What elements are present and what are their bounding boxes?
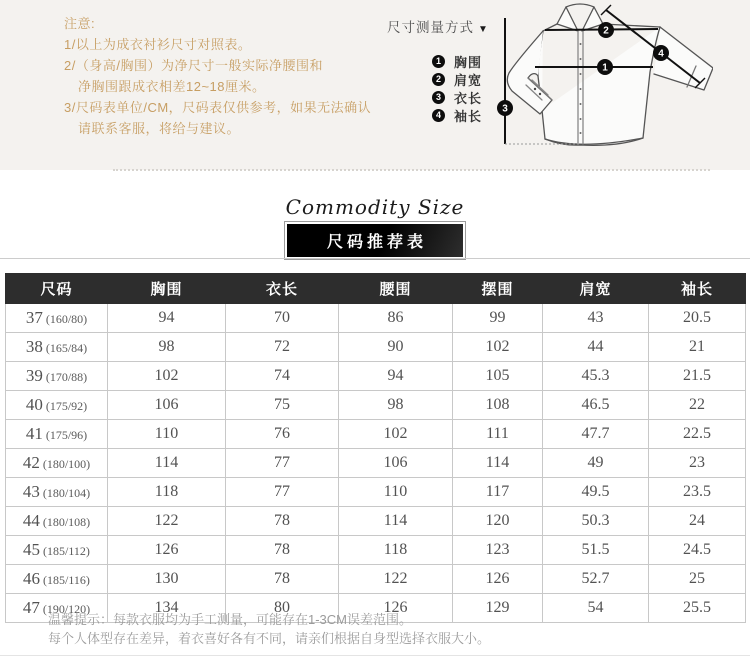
size-cell: 42 (180/100) bbox=[6, 449, 108, 478]
table-row bbox=[6, 391, 746, 420]
size-chart-badge bbox=[284, 221, 466, 260]
value-cell: 108 bbox=[453, 391, 543, 420]
value-cell: 54 bbox=[543, 594, 649, 623]
value-cell: 51.5 bbox=[543, 536, 649, 565]
value-cell: 47.7 bbox=[543, 420, 649, 449]
value-cell: 110 bbox=[339, 478, 453, 507]
value-cell: 20.5 bbox=[649, 304, 746, 333]
column-header: 肩宽 bbox=[543, 274, 649, 304]
value-cell: 23.5 bbox=[649, 478, 746, 507]
value-cell: 98 bbox=[339, 391, 453, 420]
value-cell: 75 bbox=[226, 391, 339, 420]
size-cell: 41 (175/96) bbox=[6, 420, 108, 449]
size-chart-badge-label: 尺码推荐表 bbox=[287, 224, 463, 257]
column-header: 衣长 bbox=[226, 274, 339, 304]
value-cell: 102 bbox=[453, 333, 543, 362]
size-cell: 43 (180/104) bbox=[6, 478, 108, 507]
size-table bbox=[5, 273, 746, 623]
marker-1: 1 bbox=[602, 62, 608, 74]
value-cell: 98 bbox=[108, 333, 226, 362]
value-cell: 117 bbox=[453, 478, 543, 507]
table-row bbox=[6, 507, 746, 536]
value-cell: 77 bbox=[226, 449, 339, 478]
legend-item bbox=[432, 70, 482, 88]
value-cell: 78 bbox=[226, 507, 339, 536]
value-cell: 24 bbox=[649, 507, 746, 536]
size-cell: 44 (180/108) bbox=[6, 507, 108, 536]
value-cell: 122 bbox=[339, 565, 453, 594]
table-header-row bbox=[6, 274, 746, 304]
footer-note-line: 温馨提示：每款衣服均为手工测量，可能存在1-3CM误差范围。 bbox=[48, 612, 413, 627]
value-cell: 49 bbox=[543, 449, 649, 478]
marker-4: 4 bbox=[658, 48, 664, 60]
table-row bbox=[6, 565, 746, 594]
value-cell: 134 bbox=[108, 594, 226, 623]
value-cell: 77 bbox=[226, 478, 339, 507]
shirt-diagram-svg bbox=[488, 0, 713, 152]
column-header: 胸围 bbox=[108, 274, 226, 304]
value-cell: 72 bbox=[226, 333, 339, 362]
value-cell: 74 bbox=[226, 362, 339, 391]
value-cell: 21 bbox=[649, 333, 746, 362]
value-cell: 45.3 bbox=[543, 362, 649, 391]
value-cell: 80 bbox=[226, 594, 339, 623]
value-cell: 111 bbox=[453, 420, 543, 449]
value-cell: 24.5 bbox=[649, 536, 746, 565]
legend-label: 胸围 bbox=[454, 54, 483, 70]
column-header: 袖长 bbox=[649, 274, 746, 304]
notice-line: 2/（身高/胸围）为净尺寸一般实际净腰围和 bbox=[64, 58, 323, 73]
value-cell: 114 bbox=[453, 449, 543, 478]
footer-note-line: 每个人体型存在差异，着衣喜好各有不同，请亲们根据自身型选择衣服大小。 bbox=[48, 631, 491, 646]
column-header: 摆围 bbox=[453, 274, 543, 304]
value-cell: 126 bbox=[453, 565, 543, 594]
legend-number-icon: 1 bbox=[432, 55, 445, 68]
footer-notes bbox=[48, 610, 490, 648]
legend-item bbox=[432, 52, 482, 70]
dotted-separator bbox=[113, 169, 710, 171]
value-cell: 126 bbox=[108, 536, 226, 565]
value-cell: 94 bbox=[108, 304, 226, 333]
notice-line: 净胸围跟成衣相差12~18厘米。 bbox=[78, 79, 266, 94]
legend-item bbox=[432, 106, 482, 124]
table-row bbox=[6, 420, 746, 449]
table-top-separator bbox=[0, 258, 750, 259]
value-cell: 114 bbox=[108, 449, 226, 478]
legend-label: 袖长 bbox=[454, 108, 483, 124]
value-cell: 25.5 bbox=[649, 594, 746, 623]
value-cell: 78 bbox=[226, 565, 339, 594]
legend-label: 衣长 bbox=[454, 90, 483, 106]
column-header: 腰围 bbox=[339, 274, 453, 304]
size-cell: 40 (175/92) bbox=[6, 391, 108, 420]
value-cell: 52.7 bbox=[543, 565, 649, 594]
value-cell: 110 bbox=[108, 420, 226, 449]
table-row bbox=[6, 536, 746, 565]
bottom-hairline bbox=[0, 655, 750, 656]
value-cell: 120 bbox=[453, 507, 543, 536]
value-cell: 21.5 bbox=[649, 362, 746, 391]
value-cell: 105 bbox=[453, 362, 543, 391]
table-row bbox=[6, 362, 746, 391]
section-title-en: Commodity Size bbox=[285, 195, 465, 219]
size-cell: 45 (185/112) bbox=[6, 536, 108, 565]
value-cell: 118 bbox=[108, 478, 226, 507]
value-cell: 22.5 bbox=[649, 420, 746, 449]
marker-3: 3 bbox=[502, 103, 508, 115]
value-cell: 118 bbox=[339, 536, 453, 565]
measure-guide-title-text: 尺寸测量方式 bbox=[387, 20, 474, 35]
notice-lines bbox=[64, 34, 371, 139]
measure-legend bbox=[432, 52, 482, 124]
value-cell: 22 bbox=[649, 391, 746, 420]
value-cell: 90 bbox=[339, 333, 453, 362]
notice-line: 1/以上为成衣衬衫尺寸对照表。 bbox=[64, 37, 252, 52]
value-cell: 43 bbox=[543, 304, 649, 333]
legend-item bbox=[432, 88, 482, 106]
value-cell: 99 bbox=[453, 304, 543, 333]
notice-block bbox=[64, 13, 371, 139]
notice-line: 请联系客服，将给与建议。 bbox=[78, 121, 241, 136]
value-cell: 76 bbox=[226, 420, 339, 449]
value-cell: 49.5 bbox=[543, 478, 649, 507]
legend-label: 肩宽 bbox=[454, 72, 483, 88]
legend-number-icon: 4 bbox=[432, 109, 445, 122]
value-cell: 126 bbox=[339, 594, 453, 623]
value-cell: 102 bbox=[339, 420, 453, 449]
shirt-diagram bbox=[488, 0, 713, 157]
size-cell: 38 (165/84) bbox=[6, 333, 108, 362]
value-cell: 123 bbox=[453, 536, 543, 565]
table-row bbox=[6, 333, 746, 362]
size-cell: 39 (170/88) bbox=[6, 362, 108, 391]
value-cell: 70 bbox=[226, 304, 339, 333]
size-cell: 37 (160/80) bbox=[6, 304, 108, 333]
value-cell: 25 bbox=[649, 565, 746, 594]
value-cell: 102 bbox=[108, 362, 226, 391]
table-row bbox=[6, 304, 746, 333]
value-cell: 122 bbox=[108, 507, 226, 536]
table-row bbox=[6, 449, 746, 478]
table-row bbox=[6, 478, 746, 507]
value-cell: 86 bbox=[339, 304, 453, 333]
value-cell: 106 bbox=[339, 449, 453, 478]
value-cell: 78 bbox=[226, 536, 339, 565]
value-cell: 50.3 bbox=[543, 507, 649, 536]
value-cell: 106 bbox=[108, 391, 226, 420]
value-cell: 44 bbox=[543, 333, 649, 362]
marker-2: 2 bbox=[603, 25, 609, 37]
value-cell: 94 bbox=[339, 362, 453, 391]
legend-number-icon: 2 bbox=[432, 73, 445, 86]
measure-guide-title bbox=[387, 16, 489, 36]
size-cell: 47 (190/120) bbox=[6, 594, 108, 623]
notice-line: 3/尺码表单位/CM，尺码表仅供参考，如果无法确认 bbox=[64, 100, 372, 115]
value-cell: 23 bbox=[649, 449, 746, 478]
value-cell: 114 bbox=[339, 507, 453, 536]
column-header: 尺码 bbox=[6, 274, 108, 304]
value-cell: 129 bbox=[453, 594, 543, 623]
notice-title: 注意: bbox=[64, 16, 96, 31]
size-cell: 46 (185/116) bbox=[6, 565, 108, 594]
legend-number-icon: 3 bbox=[432, 91, 445, 104]
value-cell: 130 bbox=[108, 565, 226, 594]
value-cell: 46.5 bbox=[543, 391, 649, 420]
chevron-down-icon: ▼ bbox=[478, 24, 489, 35]
